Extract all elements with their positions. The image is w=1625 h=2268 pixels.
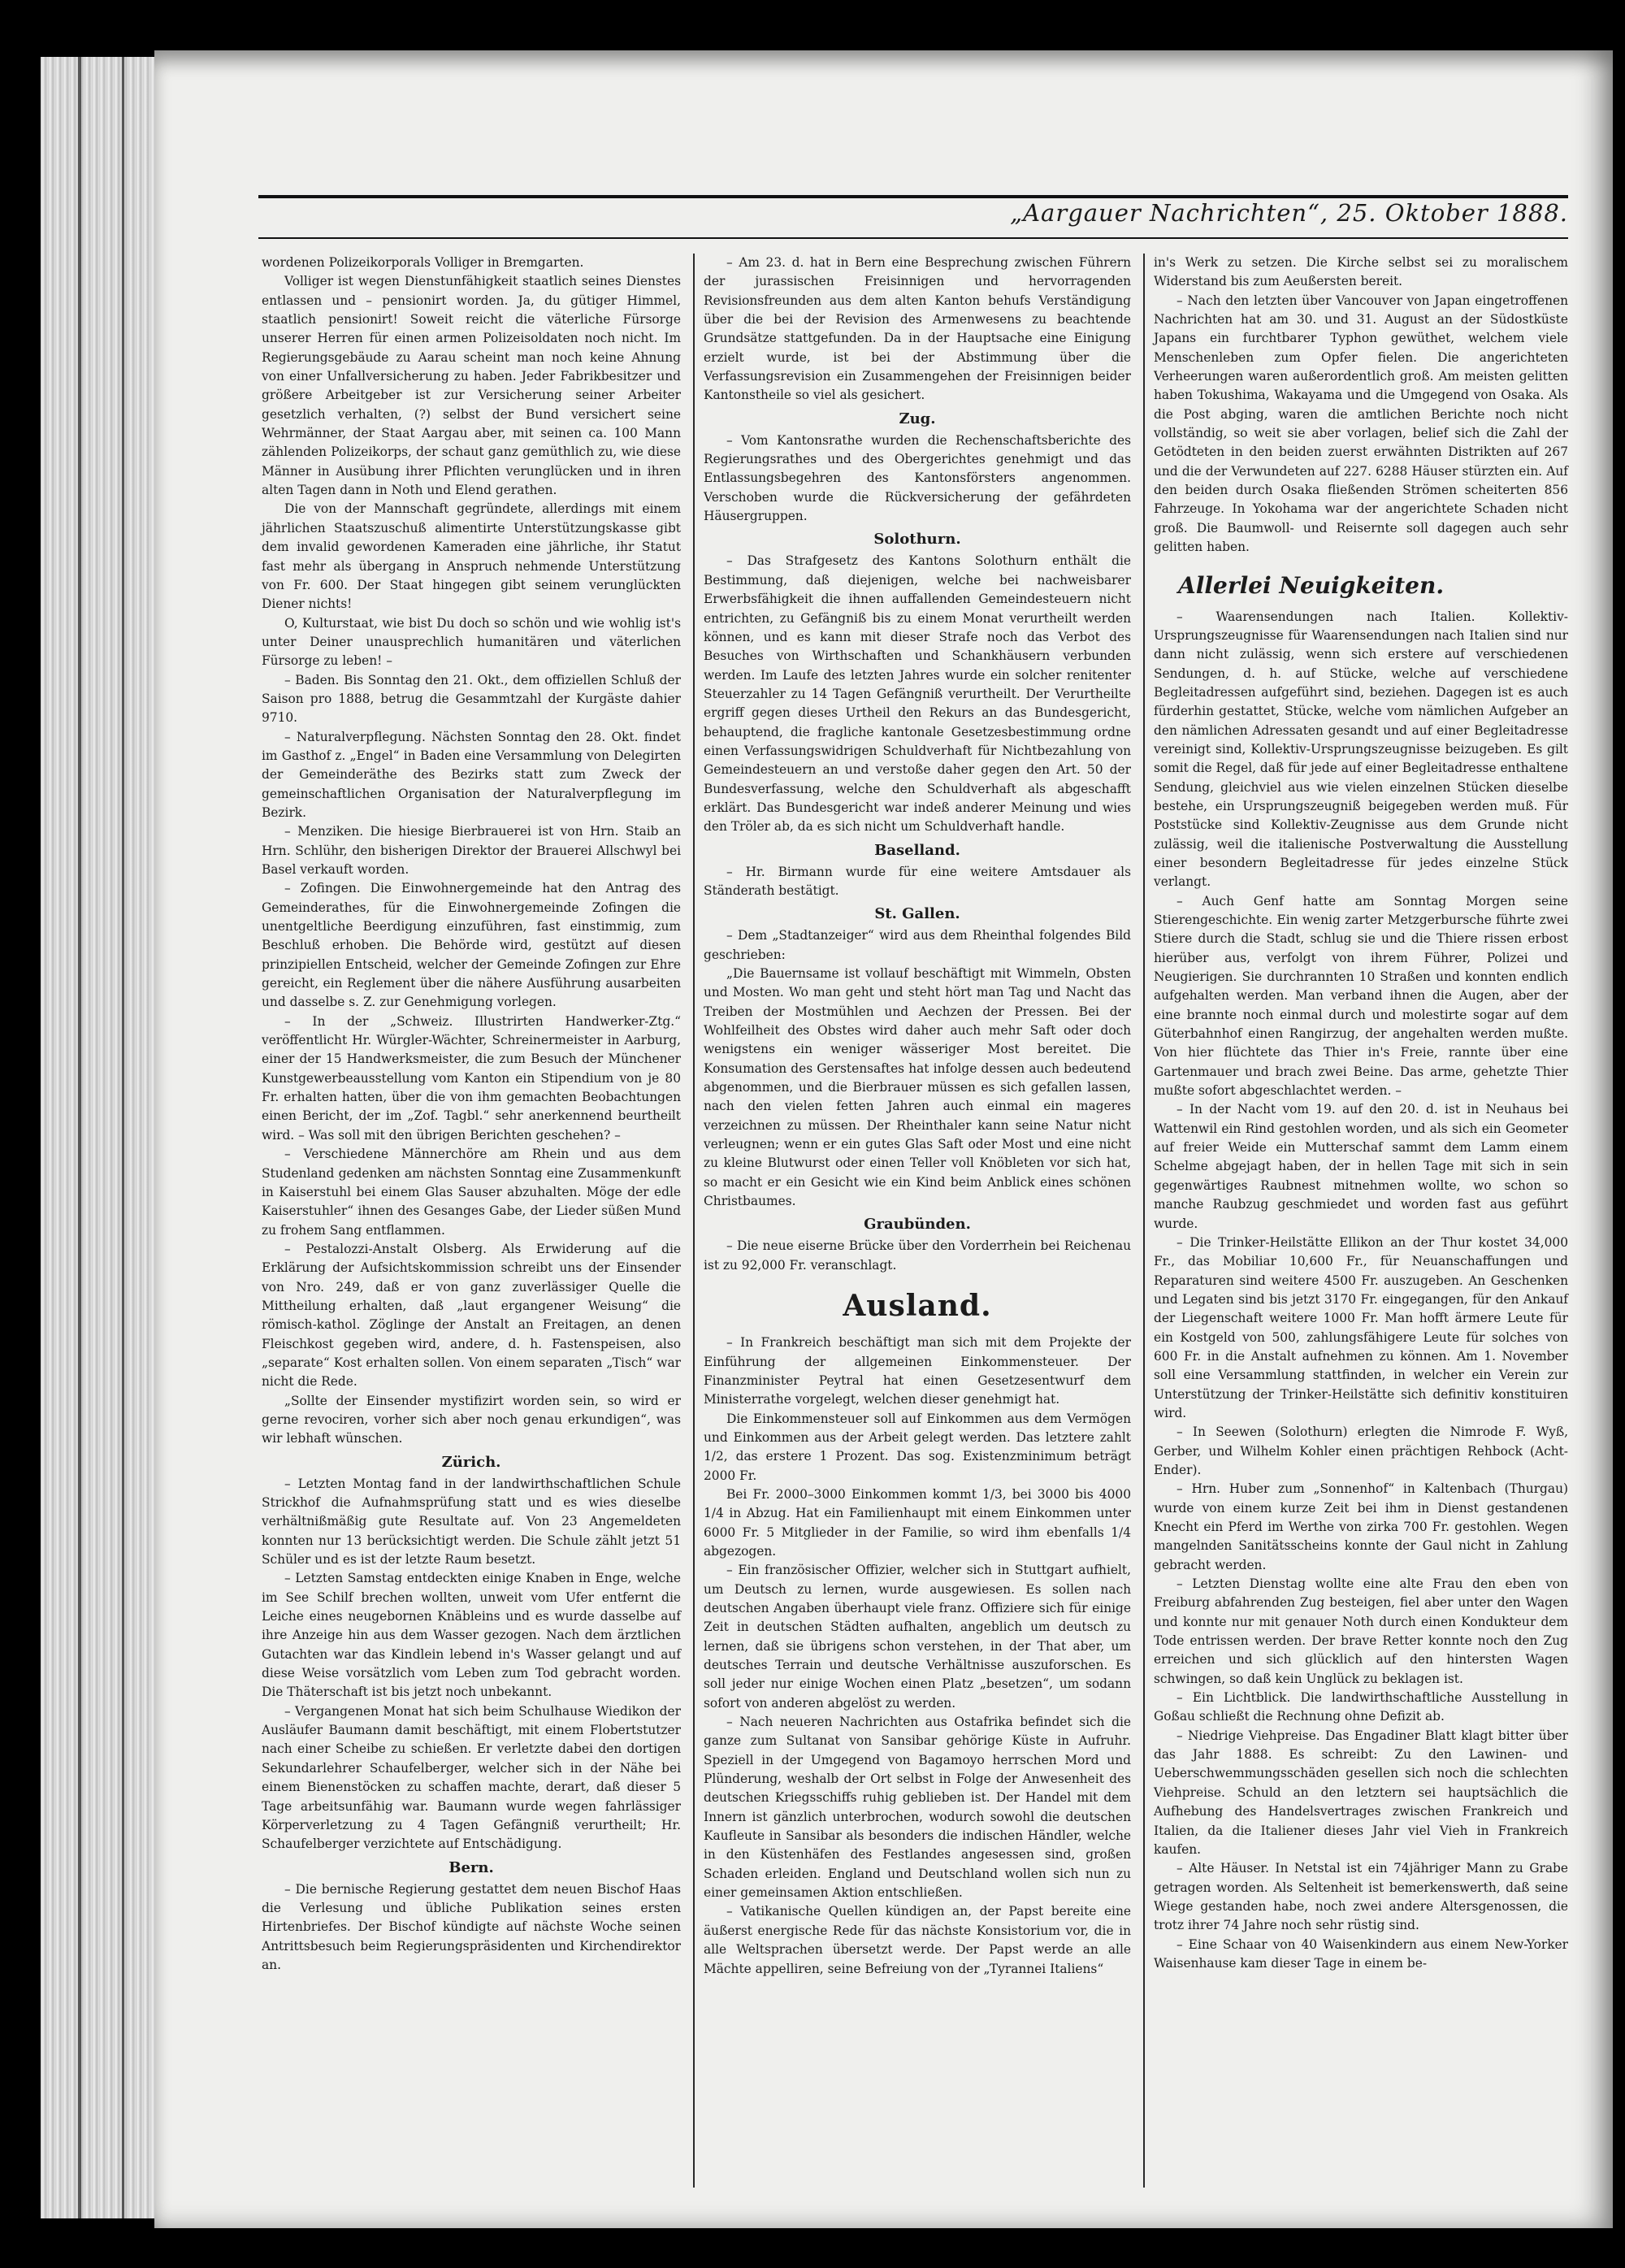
article-paragraph: – In Seewen (Solothurn) erlegten die Nimrode F. Wyß, Gerber, und Wilhelm Kohler einen prächtigen Rehbock (Acht-Ender). bbox=[1154, 1425, 1568, 1477]
article-paragraph: in's Werk zu setzen. Die Kirche selbst sei zu moralischem Widerstand bis zum Aeußersten bereit. bbox=[1154, 255, 1568, 289]
article-paragraph: – Auch Genf hatte am Sonntag Morgen seine Stierengeschichte. Ein wenig zarter Metzgerbursche führte zwei Stiere durch die Stadt, schlug sie und die Thiere rissen erbost hierüber aus, verfolgt von ihrem Führer, Polizei und Neugierigen. Sie durchrannten 10 Straßen und konnten endlich aufgehalten werden. Man verband ihnen die Augen, aber der eine brannte noch einmal durch und molestirte sogar auf dem Güterbahnhof einen Rangirzug, der angehalten werden mußte. Von hier flüchtete das Thier in's Freie, rannte über eine Gartenmauer und brach zwei Beine. Das arme, gehetzte Thier mußte sofort abgeschlachtet werden. – bbox=[1154, 893, 1568, 1099]
page-stack-edges bbox=[41, 57, 154, 2218]
article-paragraph: – Waarensendungen nach Italien. Kollektiv-Ursprungszeugnisse für Waarensendungen nach Italien sind nur dann nicht zulässig, wenn sich erstere auf verschiedenen Sendungen, d. h. auf Stücke, welche auf verschiedene Begleitadressen aufgeführt sind, beziehen. Dagegen ist es auch fürderhin gestattet, Stücke, welche vom nämlichen Aufgeber an den nämlichen Adressaten gesandt und auf einer Begleitadresse vereinigt sind, Kollektiv-Ursprungszeugnisse beizugeben. Es gilt somit die Regel, daß für jede auf einer Begleitadresse enthaltene Sendung, gleichviel aus wie vielen einzelnen Stücken dieselbe bestehe, ein Ursprungszeugniß beigegeben werden muß. Für Poststücke sind Kollektiv-Zeugnisse aus dem Grunde nicht zulässig, weil die italienische Postverwaltung die Ausstellung einer besondern Begleitadresse für jedes einzelne Stück verlangt. bbox=[1154, 609, 1568, 890]
section-heading-large: Ausland. bbox=[843, 1289, 992, 1324]
header-rule-bottom bbox=[258, 237, 1568, 239]
article-paragraph: – In der „Schweiz. Illustrirten Handwerker-Ztg.“ veröffentlicht Hr. Würgler-Wächter, Schreinermeister in Aarburg, einer der 15 Handwerksmeister, die zum Besuch der Münchener Kunstgewerbeausstellung vom Kanton ein Stipendium von je 80 Fr. erhalten hatten, über die von ihm gemachten Beobachtungen einen Bericht, der im „Zof. Tagbl.“ sehr anerkennend beurtheilt wird. – Was soll mit den übrigen Berichten geschehen? – bbox=[262, 1013, 681, 1143]
article-paragraph: – In Frankreich beschäftigt man sich mit dem Projekte der Einführung der allgemeinen Einkommensteuer. Der Finanzminister Peytral hat einen Gesetzesentwurf dem Ministerrathe vorgelegt, welchen dieser genehmigt hat. bbox=[704, 1335, 1131, 1407]
article-paragraph: „Die Bauernsame ist vollauf beschäftigt mit Wimmeln, Obsten und Mosten. Wo man geht und steht hört man Tag und Nacht das Treiben der Mostmühlen und Aechzen der Pressen. Bei der Wohlfeilheit des Obstes wird daher auch mehr Saft oder doch wenigstens ein weniger wässeriger Most bereitet. Die Konsumation des Gerstensaftes hat infolge dessen auch bedeutend abgenommen, und die Bierbrauer müssen es sich gefallen lassen, nach den vielen fetten Jahren auch einmal ein mageres verzeichnen zu müssen. Der Rheinthaler kann seine Natur nicht verleugnen; wenn er ein gutes Glas Saft oder Most und eine nicht zu kleine Blutwurst oder einen Teller voll Knöbleten vor sich hat, so macht er ein Gesicht wie ein Kind beim Anblick eines schönen Christbaumes. bbox=[704, 966, 1131, 1209]
article-paragraph: – Baden. Bis Sonntag den 21. Okt., dem offiziellen Schluß der Saison pro 1888, betrug die Gesammtzahl der Kurgäste dahier 9710. bbox=[262, 672, 681, 726]
section-heading: Zug. bbox=[899, 410, 936, 427]
section-heading: Graubünden. bbox=[864, 1216, 971, 1234]
section-heading: Solothurn. bbox=[873, 531, 961, 549]
column-middle bbox=[704, 254, 1131, 1979]
section-heading: Bern. bbox=[448, 1858, 494, 1876]
article-paragraph: – Eine Schaar von 40 Waisenkindern aus einem New-Yorker Waisenhause kam dieser Tage in einem be- bbox=[1154, 1936, 1568, 1971]
stack-divider bbox=[78, 57, 81, 2218]
article-paragraph: Volliger ist wegen Dienstunfähigkeit staatlich seines Dienstes entlassen und – pensionirt worden. Ja, du gütiger Himmel, staatlich pensionirt! Soweit reicht die väterliche Fürsorge unserer Herren für einen armen Polizeisoldaten noch nicht. Im Regierungsgebäude zu Aarau scheint man noch keine Ahnung von einer Unfallversicherung zu haben. Jeder Fabrikbesitzer und größere Arbeitgeber ist zur Versicherung seiner Arbeiter gesetzlich verhalten, (?) selbst der Bund versichert seine Wehrmänner, der Staat Aargau aber, mit seinen ca. 100 Mann zählenden Polizeikorps, der schaut ganz gemüthlich zu, wie diese Männer in Ausübung ihrer Pflichten verunglücken und in ihren alten Tagen dann in Noth und Elend gerathen. bbox=[262, 274, 681, 498]
article-paragraph: – Letzten Montag fand in der landwirthschaftlichen Schule Strickhof die Aufnahmsprüfung statt und es wies dieselbe verhältnißmäßig gute Resultate auf. Von 23 Angemeldeten konnten nur 13 berücksichtigt werden. Die Schule zählt jetzt 51 Schüler und es ist der letzte Raum besetzt. bbox=[262, 1476, 681, 1568]
article-paragraph: „Sollte der Einsender mystifizirt worden sein, so wird er gerne revociren, vorher sich aber noch genau erkundigen“, was wir lebhaft wünschen. bbox=[262, 1393, 681, 1446]
article-paragraph: O, Kulturstaat, wie bist Du doch so schön und wie wohlig ist's unter Deiner unausprechlich humanitären und väterlichen Fürsorge zu leben! – bbox=[262, 615, 681, 669]
article-paragraph: – Ein Lichtblick. Die landwirthschaftliche Ausstellung in Goßau schließt die Rechnung ohne Defizit ab. bbox=[1154, 1690, 1568, 1724]
header-title: „Aargauer Nachrichten“, 25. Oktober 1888. bbox=[1010, 199, 1568, 227]
header-rule-top bbox=[258, 195, 1568, 198]
section-heading: St. Gallen. bbox=[874, 905, 960, 923]
article-paragraph: – Alte Häuser. In Netstal ist ein 74jähriger Mann zu Grabe getragen worden. Als Seltenheit ist bemerkenswerth, daß seine Wiege gestanden habe, noch zwei andere Altersgenossen, die trotz ihrer 74 Jahre noch sehr rüstig sind. bbox=[1154, 1861, 1568, 1933]
article-paragraph: wordenen Polizeikorporals Volliger in Bremgarten. bbox=[262, 255, 584, 270]
article-paragraph: – Pestalozzi-Anstalt Olsberg. Als Erwiderung auf die Erklärung der Aufsichtskommission schreibt uns der Einsender von Nro. 249, daß er von ganz zuverlässiger Quelle die Mittheilung erhalten, daß „laut ergangener Weisung“ die römisch-kathol. Zöglinge der Anstalt an Freitagen, an denen Fleischkost gegeben wird, andere, d. h. Fastenspeisen, also „separate“ Kost erhalten sollen. Von einem separaten „Tisch“ war nicht die Rede. bbox=[262, 1241, 681, 1390]
column-left bbox=[262, 254, 681, 1975]
section-heading: Baselland. bbox=[874, 841, 960, 859]
article-paragraph: – Ein französischer Offizier, welcher sich in Stuttgart aufhielt, um Deutsch zu lernen, wurde ausgewiesen. Es sollen nach deutschen Angaben überhaupt viele franz. Offiziere sich für einige Zeit in deutschen Städten aufhalten, angeblich um deutsch zu lernen, daß sie übrigens schon verstehen, in der That aber, um deutsches Terrain und deutsche Verhältnisse auszuforschen. Es soll jeder nur einige Wochen einen Platz „besetzen“, um sodann sofort von anderen abgelöst zu werden. bbox=[704, 1563, 1131, 1711]
section-heading: Zürich. bbox=[441, 1453, 501, 1471]
article-paragraph: – Die bernische Regierung gestattet dem neuen Bischof Haas die Verlesung und übliche Publikation seines ersten Hirtenbriefes. Der Bischof kündigte auf nächste Woche seinen Antrittsbesuch beim Regierungspräsidenten und Kirchendirektor an. bbox=[262, 1881, 681, 1972]
article-paragraph: – Dem „Stadtanzeiger“ wird aus dem Rheinthal folgendes Bild geschrieben: bbox=[704, 928, 1131, 962]
article-paragraph: Bei Fr. 2000–3000 Einkommen kommt 1/3, bei 3000 bis 4000 1/4 in Abzug. Hat ein Familienhaupt mit einem Einkommen unter 6000 Fr. 5 Mitglieder in der Familie, so wird ihm ebenfalls 1/4 abgezogen. bbox=[704, 1486, 1131, 1559]
column-divider bbox=[1143, 254, 1145, 2188]
article-paragraph: – Hrn. Huber zum „Sonnenhof“ in Kaltenbach (Thurgau) wurde von einem kurze Zeit bei ihm in Dienst gestandenen Knecht ein Pferd im Werthe von zirka 700 Fr. gestohlen. Wegen mangelnden Sanitätsscheins konnte der Gaul nicht in Zahlung gebracht werden. bbox=[1154, 1481, 1568, 1572]
article-paragraph: – Nach neueren Nachrichten aus Ostafrika befindet sich die ganze zum Sultanat von Sansibar gehörige Küste in Aufruhr. Speziell in der Umgegend von Bagamoyo herrschen Mord und Plünderung, weshalb der Ort selbst in Folge der Anwesenheit des deutschen Kriegsschiffs ruhig geblieben ist. Der Handel mit dem Innern ist gänzlich unterbrochen, wodurch sowohl die deutschen Kaufleute in Sansibar als besonders die indischen Händler, welche in den Küstenhäfen des Festlandes angesessen sind, großen Schaden erleiden. England und Deutschland wollen sich nun zu einer gemeinsamen Aktion entschließen. bbox=[704, 1715, 1131, 1901]
page-header bbox=[258, 199, 1568, 236]
article-paragraph: – Am 23. d. hat in Bern eine Besprechung zwischen Führern der jurassischen Freisinnigen und hervorragenden Revisionsfreunden aus dem alten Kanton behufs Verständigung über die bei der Revision des Armenwesens zu beachtende Grundsätze stattgefunden. Da in der Hauptsache eine Einigung erzielt wurde, ist bei der Abstimmung über die Verfassungsrevision ein Zusammengehen der Freisinnigen beider Kantonstheile so viel als gesichert. bbox=[704, 255, 1131, 403]
article-paragraph: – Letzten Dienstag wollte eine alte Frau den eben von Freiburg abfahrenden Zug besteigen, fiel aber unter den Wagen und konnte nur mit genauer Noth durch einen Kondukteur dem Tode entrissen werden. Der brave Retter konnte noch den Zug erreichen und sich glücklich auf den hintersten Wagen schwingen, so daß kein Unglück zu beklagen ist. bbox=[1154, 1576, 1568, 1686]
article-paragraph: – Vatikanische Quellen kündigen an, der Papst bereite eine äußerst energische Rede für das nächste Konsistorium vor, die in alle Weltsprachen übersetzt werde. Der Papst werde an alle Mächte appelliren, seine Befreiung von der „Tyrannei Italiens“ bbox=[704, 1904, 1131, 1976]
stack-divider bbox=[122, 57, 124, 2218]
article-paragraph: Die Einkommensteuer soll auf Einkommen aus dem Vermögen und Einkommen aus der Arbeit gelegt werden. Das letztere zahlt 1/2, das erstere 1 Prozent. Das sog. Existenzminimum beträgt 2000 Fr. bbox=[704, 1411, 1131, 1483]
article-paragraph: – Das Strafgesetz des Kantons Solothurn enthält die Bestimmung, daß diejenigen, welche bei nachweisbarer Erwerbsfähigkeit die ihnen auffallenden Gemeindesteuern nicht entrichten, zu Gefängniß bis zu einem Monat verurtheilt werden können, und es kann mit dieser Strafe noch das Verbot des Besuches von Wirthschaften und Schankhäusern verbunden werden. Im Laufe des letzten Jahres wurde ein solcher renitenter Steuerzahler zu 14 Tagen Gefängniß verurtheilt. Der Verurtheilte ergriff gegen dieses Urtheil den Rekurs an das Bundesgericht, behauptend, die fragliche kantonale Gesetzesbestimmung ordne einen Verfassungswidrigen Schuldverhaft für Nichtbezahlung von Gemeindesteuern an und verstoße daher gegen den Art. 50 der Bundesverfassung, welche den Schuldverhaft als abgeschafft erklärt. Das Bundesgericht war indeß anderer Meinung und wies den Tröler ab, da es sich nicht um Schuldverhaft handle. bbox=[704, 553, 1131, 835]
article-paragraph: – Letzten Samstag entdeckten einige Knaben in Enge, welche im See Schilf brechen wollten, unweit vom Ufer entfernt die Leiche eines neugebornen Knäbleins und es wurde dasselbe auf ihre Anzeige hin aus dem Wasser gezogen. Nach dem ärztlichen Gutachten war das Kindlein lebend in's Wasser gelangt und auf diese Weise vorsätzlich vom Leben zum Tod gebracht worden. Die Thäterschaft ist bis jetzt noch unbekannt. bbox=[262, 1571, 681, 1700]
article-paragraph: – Vom Kantonsrathe wurden die Rechenschaftsberichte des Regierungsrathes und des Obergerichtes genehmigt und das Entlassungsbegehren des Kantonsförsters angenommen. Verschoben wurde die Rückversicherung der gefährdeten Häusergruppen. bbox=[704, 432, 1131, 524]
article-paragraph: – Vergangenen Monat hat sich beim Schulhause Wiedikon der Ausläufer Baumann damit beschäftigt, mit einem Flobertstutzer nach einer Scheibe zu schießen. Er verletzte dabei den dortigen Sekundarlehrer Schaufelberger, welcher sich in der Nähe bei einem Bienenstöcken zu schaffen machte, derart, daß dieser 5 Tage arbeitsunfähig war. Baumann wurde wegen fahrlässiger Körperverletzung zu 4 Tagen Gefängniß verurtheilt; Hr. Schaufelberger verzichtete auf Entschädigung. bbox=[262, 1703, 681, 1852]
article-paragraph: – Nach den letzten über Vancouver von Japan eingetroffenen Nachrichten hat am 30. und 31. August an der Südostküste Japans ein furchtbarer Typhon gewüthet, welchem viele Menschenleben zum Opfer fielen. Die angerichteten Verheerungen waren außerordentlich groß. Am meisten gelitten haben Tokushima, Wakayama und die Umgegend von Osaka. Als die Post abging, waren die amtlichen Berichte noch nicht vollständig, so weit sie aber vorlagen, belief sich die Zahl der Getödteten in den beiden zuerst erwähnten Distrikten auf 267 und die der Verwundeten auf 227. 6288 Häuser stürzten ein. Auf den beiden durch Osaka fließenden Strömen scheiterten 856 Fahrzeuge. In Yokohama war der angerichtete Schaden nicht groß. Die Baumwoll- und Reisernte soll dagegen auch sehr gelitten haben. bbox=[1154, 293, 1568, 555]
article-paragraph: Die von der Mannschaft gegründete, allerdings mit einem jährlichen Staatszuschuß alimentirte Unterstützungskasse gibt dem invalid gewordenen Kameraden eine jährliche, ihr Statut fast mehr als übergang in Anspruch nehmende Unterstützung von Fr. 600. Der Staat hingegen gibt seinem verunglückten Diener nichts! bbox=[262, 501, 681, 612]
column-right bbox=[1154, 254, 1568, 1973]
column-divider bbox=[693, 254, 695, 2188]
article-paragraph: – Die Trinker-Heilstätte Ellikon an der Thur kostet 34,000 Fr., das Mobiliar 10,600 Fr., für Neuanschaffungen und Reparaturen sind weitere 4500 Fr. auszugeben. An Geschenken und Legaten sind bis jetzt 3170 Fr. eingegangen, für den Ankauf der Liegenschaft weitere 1000 Fr. Man hofft ärmere Leute für ein Kostgeld von 500, zahlungsfähigere Leute für solches von 600 Fr. in die Anstalt aufnehmen zu können. Am 1. November soll eine Versammlung stattfinden, in welcher ein Verein zur Unterstützung der Trinker-Heilstätte sich definitiv konstituiren wird. bbox=[1154, 1234, 1568, 1420]
article-paragraph: – Menziken. Die hiesige Bierbrauerei ist von Hrn. Staib an Hrn. Schlühr, den bisherigen Direktor der Brauerei Allschwyl bei Basel verkauft worden. bbox=[262, 824, 681, 877]
article-paragraph: – Naturalverpflegung. Nächsten Sonntag den 28. Okt. findet im Gasthof z. „Engel“ in Baden eine Versammlung von Delegirten der Gemeinderäthe des Bezirks statt zum Zweck der gemeinschaftlichen Organisation der Naturalverpflegung im Bezirk. bbox=[262, 729, 681, 820]
article-paragraph: – Zofingen. Die Einwohnergemeinde hat den Antrag des Gemeinderathes, für die Einwohnergemeinde Zofingen die unentgeltliche Beerdigung einzuführen, fast einstimmig, zum Beschluß erhoben. Die Behörde wird, gestützt auf diesen prinzipiellen Entscheid, welcher der Gemeinde Zofingen zur Ehre gereicht, ein Reglement über die nähere Ausführung ausarbeiten und dasselbe s. Z. zur Genehmigung vorlegen. bbox=[262, 881, 681, 1010]
article-paragraph: – Hr. Birmann wurde für eine weitere Amtsdauer als Ständerath bestätigt. bbox=[704, 864, 1131, 898]
section-heading-large: Allerlei Neuigkeiten. bbox=[1178, 571, 1445, 599]
newspaper-page bbox=[154, 50, 1613, 2228]
article-paragraph: – Verschiedene Männerchöre am Rhein und aus dem Studenland gedenken am nächsten Sonntag eine Zusammenkunft in Kaiserstuhl bei einem Glas Sauser abzuhalten. Möge der edle Kaiserstuhler“ ihnen des Gesanges Gabe, der Lieder süßen Mund zu frohem Sang entflammen. bbox=[262, 1147, 681, 1238]
article-paragraph: – Niedrige Viehpreise. Das Engadiner Blatt klagt bitter über das Jahr 1888. Es schreibt: Zu den Lawinen- und Ueberschwemmungsschäden gesellen sich noch die schlechten Viehpreise. Schuld an den letztern sei hauptsächlich die Aufhebung des Handelsvertrages zwischen Frankreich und Italien, da die Italiener dieses Jahr viel Vieh in Frankreich kaufen. bbox=[1154, 1728, 1568, 1857]
article-paragraph: – Die neue eiserne Brücke über den Vorderrhein bei Reichenau ist zu 92,000 Fr. veranschlagt. bbox=[704, 1238, 1131, 1273]
article-paragraph: – In der Nacht vom 19. auf den 20. d. ist in Neuhaus bei Wattenwil ein Rind gestohlen worden, und als sich ein Geometer auf freier Weide ein Mutterschaf sammt dem Lamm einem Schelme abgejagt haben, der in hellen Tage mit sich in sein gegenwärtiges Raubnest mitnehmen wollte, wo schon so manche Raubzug geschmiedet und worden fast aus geführt wurde. bbox=[1154, 1102, 1568, 1231]
